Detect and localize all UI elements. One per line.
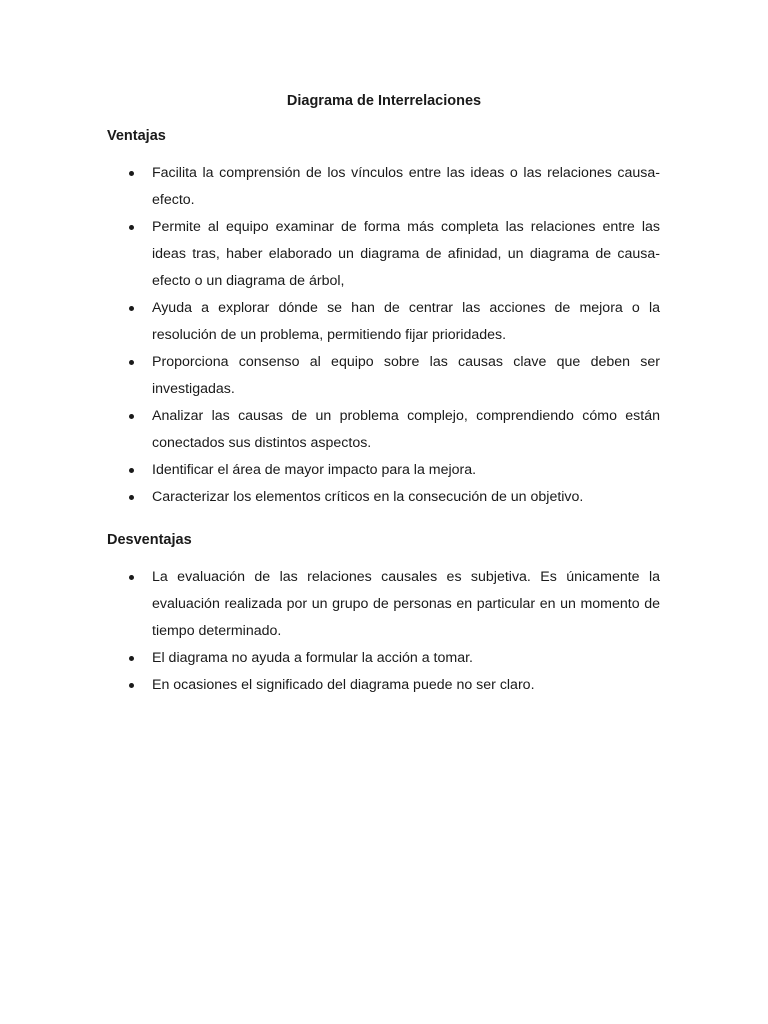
list-item-text: Permite al equipo examinar de forma más completa las relaciones entre las ideas tras, haber elaborado un diagrama de afinidad, un diagrama de causa-efecto o un diagrama de árbol, [152,219,660,289]
bullet-icon [129,495,134,500]
bullet-icon [129,306,134,311]
list-item [0,564,660,645]
list-item [0,295,660,349]
ventajas-heading: Ventajas [107,128,166,144]
list-item-text: Ayuda a explorar dónde se han de centrar las acciones de mejora o la resolución de un problema, permitiendo fijar prioridades. [152,300,660,343]
list-item-text: Caracterizar los elementos críticos en la consecución de un objetivo. [152,489,584,505]
bullet-icon [129,575,134,580]
list-item-text: Identificar el área de mayor impacto para la mejora. [152,462,477,478]
list-item [0,349,660,403]
list-item [0,484,660,511]
list-item [0,160,660,214]
desventajas-list [0,564,660,699]
bullet-icon [129,414,134,419]
list-item [0,457,660,484]
list-item-text: En ocasiones el significado del diagrama puede no ser claro. [152,677,535,693]
list-item [0,645,660,672]
bullet-icon [129,225,134,230]
list-item-text: La evaluación de las relaciones causales es subjetiva. Es únicamente la evaluación realizada por un grupo de personas en particular en un momento de tiempo determinado. [152,569,660,639]
list-item-text: El diagrama no ayuda a formular la acción a tomar. [152,650,473,666]
list-item-text: Proporciona consenso al equipo sobre las causas clave que deben ser investigadas. [152,354,660,397]
ventajas-list [0,160,660,511]
bullet-icon [129,683,134,688]
bullet-icon [129,360,134,365]
list-item [0,214,660,295]
list-item [0,403,660,457]
desventajas-heading: Desventajas [107,532,192,548]
bullet-icon [129,171,134,176]
bullet-icon [129,656,134,661]
list-item [0,672,660,699]
bullet-icon [129,468,134,473]
list-item-text: Analizar las causas de un problema complejo, comprendiendo cómo están conectados sus distintos aspectos. [152,408,660,451]
document-title: Diagrama de Interrelaciones [286,93,482,109]
list-item-text: Facilita la comprensión de los vínculos entre las ideas o las relaciones causa-efecto. [152,165,660,208]
